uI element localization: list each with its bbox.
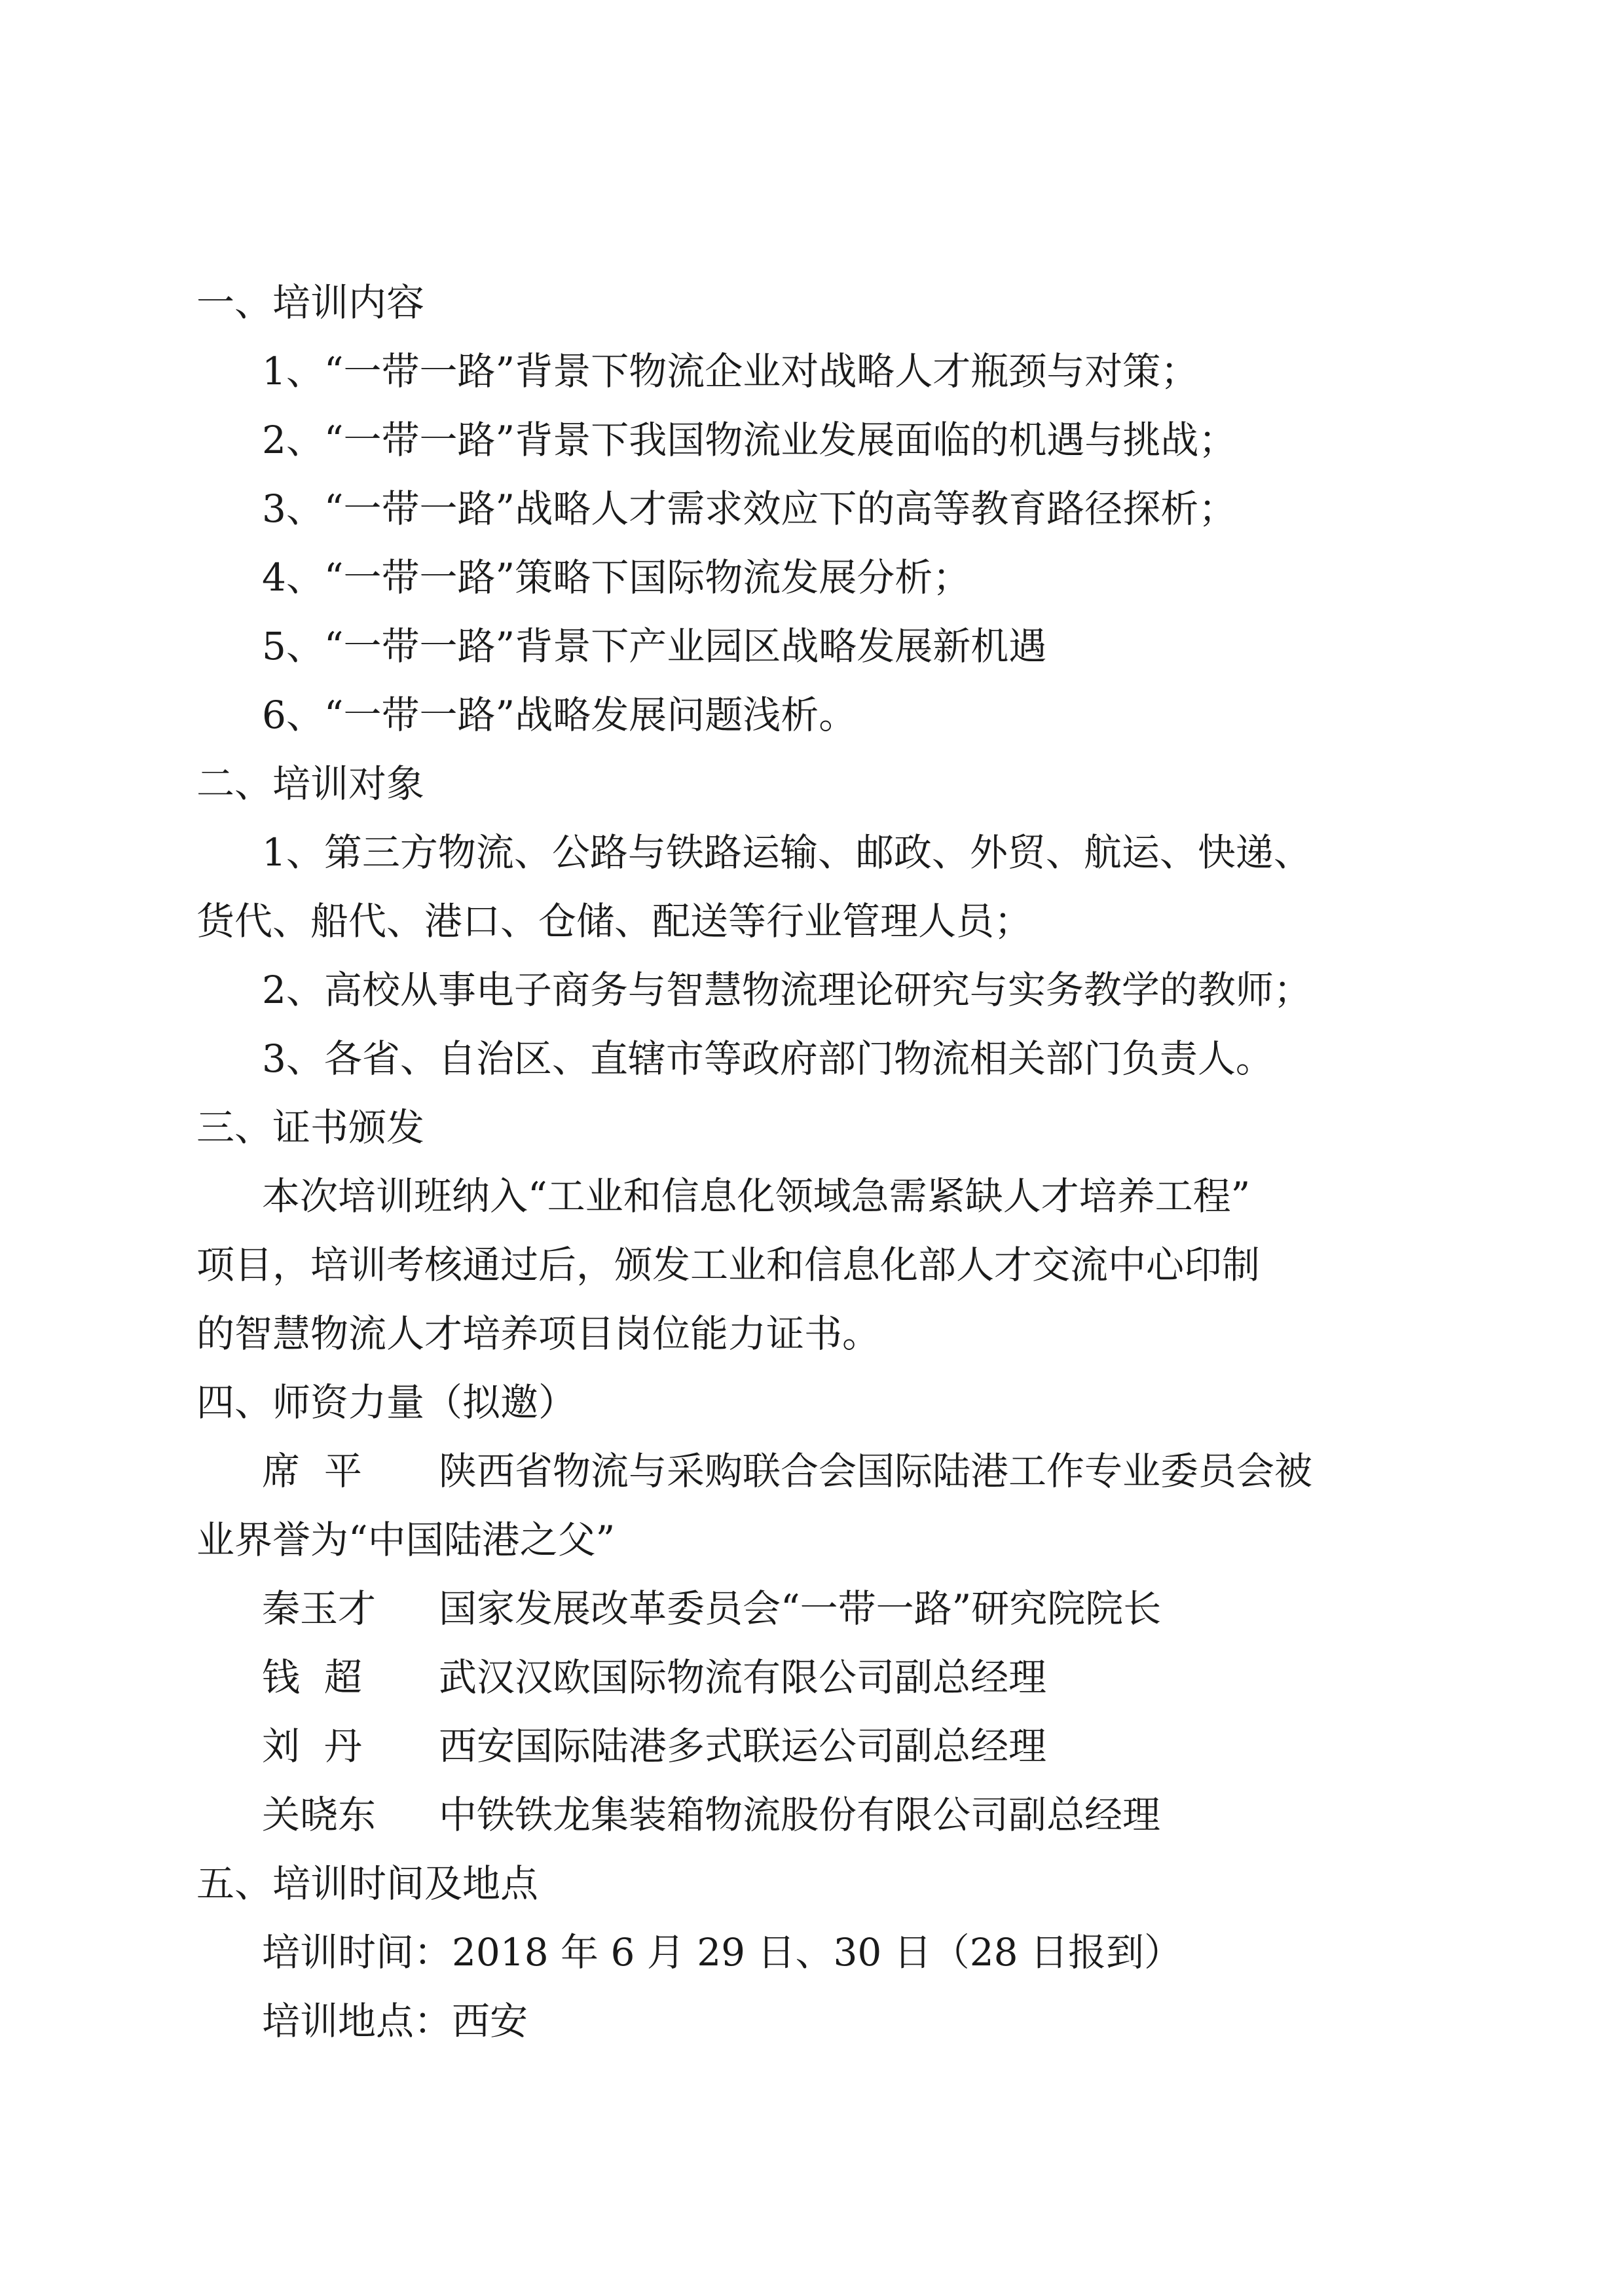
content-item-6: 6、“一带一路”战略发展问题浅析。	[262, 693, 857, 737]
schedule-time: 培训时间：2018 年 6 月 29 日、30 日（28 日报到）	[262, 1930, 1182, 1975]
certificate-line-1: 本次培训班纳入“工业和信息化领域急需紧缺人才培养工程”	[262, 1174, 1251, 1218]
faculty-name: 席 平	[262, 1449, 362, 1493]
faculty-row-1-cont: 业界誉为“中国陆港之父”	[196, 1518, 616, 1562]
audience-item-1: 1、第三方物流、公路与铁路运输、邮政、外贸、航运、快递、	[262, 830, 1312, 875]
faculty-desc: 国家发展改革委员会“一带一路”研究院院长	[439, 1586, 1162, 1631]
faculty-desc: 中铁铁龙集装箱物流股份有限公司副总经理	[439, 1793, 1161, 1837]
faculty-row-1	[196, 1437, 1441, 1506]
faculty-desc: 武汉汉欧国际物流有限公司副总经理	[439, 1655, 1047, 1700]
content-item-1: 1、“一带一路”背景下物流企业对战略人才瓶颈与对策；	[262, 349, 1199, 393]
certificate-line-3: 的智慧物流人才培养项目岗位能力证书。	[196, 1311, 881, 1356]
document-page	[196, 268, 1441, 2056]
section-heading-schedule: 五、培训时间及地点	[196, 1861, 539, 1906]
section-heading-faculty: 四、师资力量（拟邀）	[196, 1380, 577, 1425]
faculty-row-2	[196, 1575, 1441, 1643]
section-heading-audience: 二、培训对象	[196, 761, 425, 806]
audience-item-3: 3、各省、自治区、直辖市等政府部门物流相关部门负责人。	[262, 1036, 1274, 1081]
section-heading-content: 一、培训内容	[196, 280, 425, 325]
faculty-name: 秦玉才	[262, 1586, 377, 1631]
faculty-desc: 陕西省物流与采购联合会国际陆港工作专业委员会被	[439, 1449, 1313, 1493]
audience-item-1-cont: 货代、船代、港口、仓储、配送等行业管理人员；	[196, 899, 1033, 943]
content-item-3: 3、“一带一路”战略人才需求效应下的高等教育路径探析；	[262, 486, 1237, 531]
section-heading-certificate: 三、证书颁发	[196, 1105, 425, 1150]
faculty-row-3	[196, 1643, 1441, 1712]
faculty-row-5	[196, 1781, 1441, 1850]
schedule-place: 培训地点：西安	[262, 1999, 528, 2043]
faculty-name: 关晓东	[262, 1793, 377, 1837]
certificate-line-2: 项目，培训考核通过后，颁发工业和信息化部人才交流中心印制	[196, 1243, 1261, 1287]
content-item-5: 5、“一带一路”背景下产业园区战略发展新机遇	[262, 624, 1047, 668]
audience-item-2: 2、高校从事电子商务与智慧物流理论研究与实务教学的教师；	[262, 968, 1312, 1012]
content-item-2: 2、“一带一路”背景下我国物流业发展面临的机遇与挑战；	[262, 418, 1237, 462]
faculty-desc: 西安国际陆港多式联运公司副总经理	[439, 1724, 1047, 1768]
faculty-name: 刘 丹	[262, 1724, 362, 1768]
faculty-name: 钱 超	[262, 1655, 362, 1700]
content-item-4: 4、“一带一路”策略下国际物流发展分析；	[262, 555, 971, 600]
faculty-row-4	[196, 1712, 1441, 1781]
